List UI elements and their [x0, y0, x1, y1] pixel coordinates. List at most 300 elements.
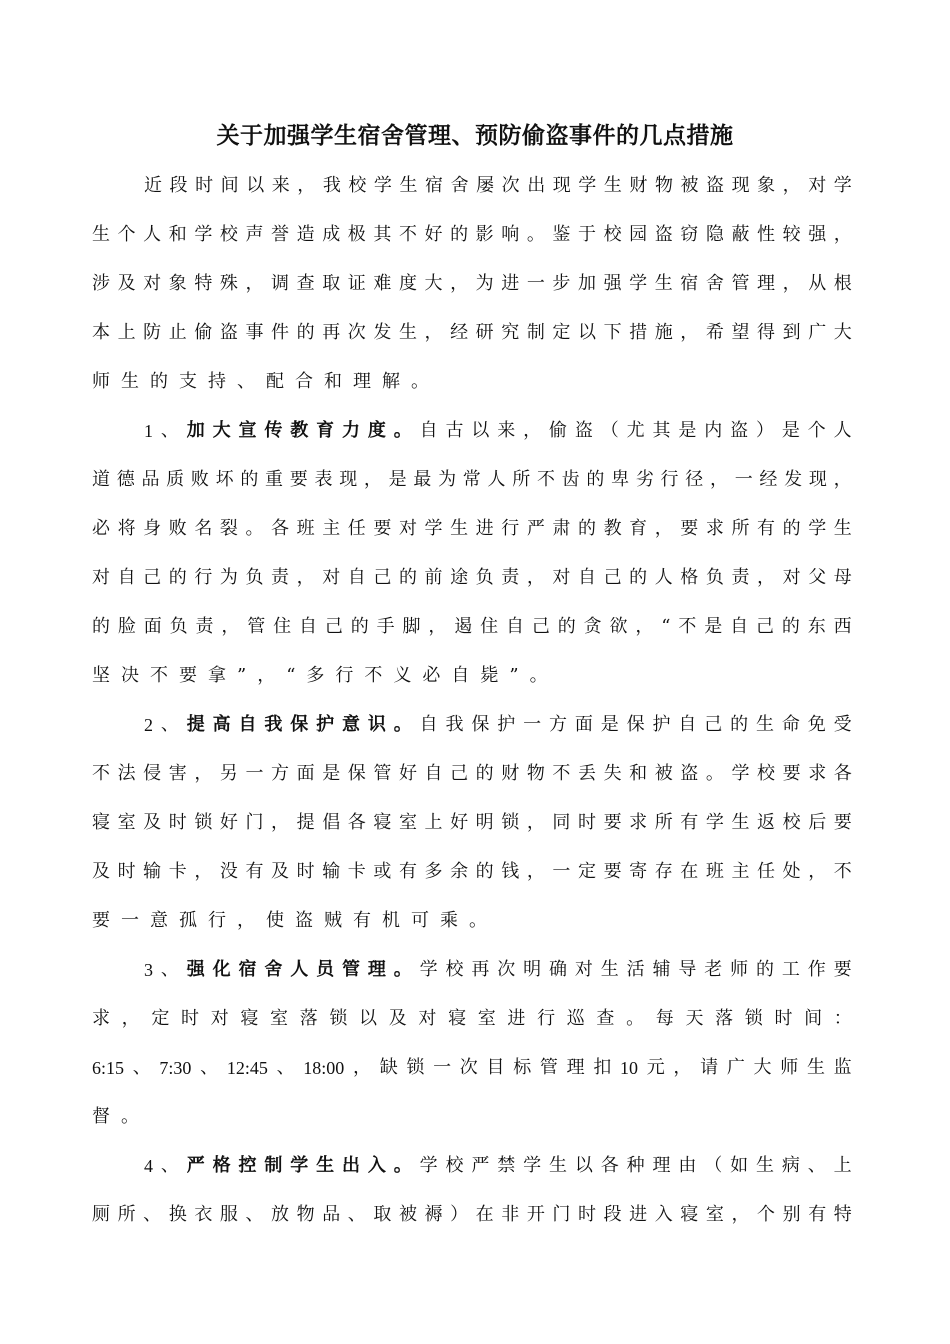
text-glyph: 不	[364, 665, 383, 686]
text-glyph: 父	[808, 567, 827, 588]
text-glyph: 近	[144, 175, 162, 196]
text-glyph: 的	[557, 616, 576, 637]
text-glyph: 己	[373, 567, 392, 588]
text-glyph: ）	[756, 420, 774, 441]
text-glyph: 厕	[92, 1204, 110, 1225]
text-glyph: 门	[552, 1204, 571, 1225]
document-line	[92, 561, 852, 610]
text-glyph: 本	[92, 322, 110, 343]
text-glyph: 表	[314, 469, 333, 490]
text-glyph: 、	[143, 1204, 162, 1225]
text-glyph: 主	[731, 861, 750, 882]
text-glyph: 财	[501, 763, 520, 784]
text-glyph: 是	[600, 714, 619, 735]
text-glyph: 时	[577, 812, 596, 833]
heading-glyph: 护	[316, 714, 335, 735]
text-glyph: 要	[603, 812, 622, 833]
text-glyph: 声	[245, 224, 264, 245]
text-glyph: 2	[144, 715, 153, 735]
text-glyph: 欲	[609, 616, 628, 637]
text-glyph: 物	[296, 1204, 315, 1225]
text-glyph: 管	[373, 763, 392, 784]
text-glyph: 次	[501, 175, 520, 196]
text-glyph: 寝	[92, 812, 110, 833]
text-glyph: 和	[324, 371, 342, 392]
text-glyph: 生	[756, 714, 774, 735]
text-glyph: 发	[784, 469, 803, 490]
text-glyph: 管	[539, 1057, 558, 1078]
text-glyph: 负	[169, 616, 188, 637]
text-glyph: 肃	[552, 518, 571, 539]
text-glyph: 作	[807, 959, 826, 980]
text-glyph: 巡	[566, 1008, 585, 1029]
text-glyph: 寝	[240, 1008, 259, 1029]
text-glyph: 所	[654, 812, 673, 833]
text-glyph: 所	[512, 469, 531, 490]
text-glyph: 自	[678, 714, 697, 735]
text-glyph: 入	[654, 1204, 673, 1225]
text-glyph: 将	[117, 518, 136, 539]
text-glyph: 我	[445, 714, 464, 735]
text-glyph: 校	[603, 224, 622, 245]
text-glyph: 盗	[730, 420, 749, 441]
text-glyph: 求	[705, 518, 724, 539]
text-glyph: 对	[398, 518, 417, 539]
text-glyph: 。	[469, 910, 487, 931]
text-glyph: 督	[92, 1106, 110, 1127]
text-glyph: 时	[168, 812, 187, 833]
text-glyph: ，	[808, 861, 827, 882]
text-glyph: 使	[266, 910, 284, 931]
text-glyph: 校	[219, 224, 238, 245]
text-glyph: 生	[603, 175, 622, 196]
text-glyph: 在	[680, 861, 699, 882]
text-glyph: 非	[501, 1204, 520, 1225]
text-glyph: 品	[322, 1204, 341, 1225]
text-glyph: 个	[757, 1204, 776, 1225]
text-glyph: 严	[471, 1155, 490, 1176]
text-glyph: 老	[704, 959, 723, 980]
text-glyph: 的	[296, 322, 315, 343]
text-glyph: 不	[678, 616, 697, 637]
text-glyph: 室	[398, 812, 417, 833]
text-glyph: 学	[629, 273, 648, 294]
text-glyph: ，	[757, 567, 776, 588]
text-glyph: 住	[480, 616, 499, 637]
text-glyph: 件	[271, 322, 290, 343]
text-glyph: 大	[753, 1057, 772, 1078]
text-glyph: 责	[501, 567, 520, 588]
heading-glyph: 识	[367, 714, 386, 735]
text-glyph: 己	[143, 567, 162, 588]
document-title: 关于加强学生宿舍管理、预防偷盗事件的几点措施	[216, 123, 734, 149]
text-glyph: 换	[168, 1204, 187, 1225]
text-glyph: 其	[373, 224, 392, 245]
text-glyph: 现	[552, 175, 571, 196]
document-line	[92, 1198, 852, 1247]
text-glyph: 自	[117, 567, 136, 588]
text-glyph: 理	[353, 371, 371, 392]
text-glyph: 己	[603, 567, 622, 588]
text-glyph: 加	[577, 273, 596, 294]
heading-glyph: 。	[393, 1155, 412, 1176]
text-glyph: 必	[92, 518, 110, 539]
document-line	[92, 806, 852, 855]
text-glyph: 求	[808, 763, 827, 784]
text-glyph: 室	[117, 812, 136, 833]
text-glyph: 成	[322, 224, 341, 245]
text-glyph: 一	[552, 861, 571, 882]
text-glyph: 元	[646, 1057, 665, 1078]
text-glyph: 的	[475, 763, 494, 784]
text-glyph: 径	[685, 469, 704, 490]
text-glyph: 、	[160, 714, 179, 735]
text-glyph: 倡	[322, 812, 341, 833]
text-glyph: 以	[359, 1008, 378, 1029]
text-glyph: 再	[471, 959, 490, 980]
text-glyph: 一	[121, 910, 139, 931]
heading-glyph: 育	[316, 420, 335, 441]
text-glyph: 物	[654, 175, 673, 196]
text-glyph: 处	[782, 861, 801, 882]
text-glyph: 寝	[448, 1008, 467, 1029]
text-glyph: 机	[382, 910, 400, 931]
text-glyph: 强	[808, 224, 827, 245]
text-glyph: 拿	[208, 665, 226, 686]
text-glyph: 制	[526, 322, 545, 343]
text-glyph: 种	[626, 1155, 645, 1176]
text-glyph: 学	[705, 812, 724, 833]
text-glyph: 必	[422, 665, 441, 686]
text-glyph: 有	[680, 812, 699, 833]
text-glyph: 来	[271, 175, 290, 196]
text-glyph: 求	[92, 1008, 110, 1029]
text-glyph: 度	[398, 273, 417, 294]
text-glyph: 经	[759, 469, 778, 490]
text-glyph: 3	[144, 960, 153, 980]
text-glyph: 蔽	[731, 224, 750, 245]
text-glyph: ，	[654, 518, 673, 539]
text-glyph: 、	[160, 1155, 179, 1176]
text-glyph: 可	[411, 910, 429, 931]
text-glyph: 的	[350, 616, 369, 637]
heading-glyph: 生	[316, 1155, 335, 1176]
text-glyph: 一	[433, 1057, 452, 1078]
text-glyph: 屡	[476, 175, 495, 196]
text-glyph: 任	[757, 861, 776, 882]
text-glyph: 偷	[549, 420, 567, 441]
text-glyph: 的	[450, 224, 469, 245]
text-glyph: 德	[116, 469, 135, 490]
text-glyph: 放	[271, 1204, 290, 1225]
text-glyph: 一	[526, 273, 545, 294]
text-glyph: 扣	[593, 1057, 612, 1078]
text-glyph: 锁	[501, 812, 520, 833]
text-glyph: 支	[179, 371, 197, 392]
document-body	[92, 169, 852, 1247]
text-glyph: 个	[117, 224, 136, 245]
text-glyph: ，	[526, 812, 545, 833]
text-glyph: 坚	[92, 665, 110, 686]
document-line	[92, 610, 852, 659]
text-glyph: 时	[195, 175, 214, 196]
text-glyph: 钱	[501, 861, 520, 882]
text-glyph: 强	[603, 273, 622, 294]
heading-glyph: 人	[290, 959, 309, 980]
text-glyph: （	[704, 1155, 723, 1176]
text-glyph: 特	[194, 273, 213, 294]
text-glyph: 的	[756, 959, 774, 980]
text-glyph: 间	[804, 1008, 823, 1029]
text-glyph: 遏	[454, 616, 473, 637]
text-glyph: 影	[475, 224, 494, 245]
text-glyph: 人	[654, 567, 673, 588]
text-glyph: 常	[462, 469, 481, 490]
text-glyph: 禁	[497, 1155, 516, 1176]
text-glyph: 责	[195, 616, 214, 637]
text-glyph: 校	[348, 175, 367, 196]
text-glyph: 行	[335, 665, 354, 686]
text-glyph: 生	[398, 322, 417, 343]
text-glyph: 为	[438, 469, 457, 490]
text-glyph: 有	[353, 910, 371, 931]
text-glyph: 生	[654, 273, 673, 294]
heading-glyph: 度	[367, 420, 386, 441]
text-glyph: 责	[731, 567, 750, 588]
heading-glyph: 化	[212, 959, 231, 980]
text-glyph: 不	[833, 861, 852, 882]
text-glyph: 输	[322, 861, 341, 882]
text-glyph: 及	[117, 273, 136, 294]
text-glyph: 生	[833, 518, 852, 539]
text-glyph: 室	[477, 1008, 496, 1029]
text-glyph: 盗	[574, 420, 593, 441]
text-glyph: 护	[497, 714, 516, 735]
text-glyph: 自	[451, 665, 470, 686]
text-glyph: 配	[266, 371, 284, 392]
text-glyph: 。	[626, 1008, 645, 1029]
text-glyph: 求	[629, 812, 648, 833]
text-glyph: 名	[194, 518, 213, 539]
text-glyph: 自	[299, 616, 317, 637]
text-glyph: ，	[296, 567, 315, 588]
text-glyph: ，	[635, 616, 654, 637]
text-glyph: 好	[450, 812, 469, 833]
text-glyph: 寄	[629, 861, 648, 882]
text-glyph: 前	[424, 567, 443, 588]
text-glyph: 有	[808, 1204, 827, 1225]
heading-glyph: 传	[264, 420, 283, 441]
text-glyph: 校	[757, 763, 776, 784]
text-glyph: 师	[730, 959, 749, 980]
text-glyph: 严	[526, 518, 545, 539]
text-glyph: 自	[424, 763, 443, 784]
text-glyph: 寝	[680, 1204, 699, 1225]
text-glyph: （	[600, 420, 619, 441]
text-glyph: ，	[363, 469, 382, 490]
text-glyph: 的	[168, 567, 187, 588]
text-glyph: 研	[475, 322, 494, 343]
text-glyph: 个	[807, 420, 826, 441]
text-glyph: 10	[620, 1058, 639, 1078]
text-glyph: 自	[419, 420, 438, 441]
heading-glyph: 高	[212, 714, 231, 735]
text-glyph: “	[286, 665, 296, 686]
text-glyph: 对	[143, 273, 162, 294]
text-glyph: 的	[586, 469, 605, 490]
document-line	[92, 463, 852, 512]
text-glyph: 校	[445, 1155, 464, 1176]
text-glyph: 锁	[329, 1008, 348, 1029]
text-glyph: 西	[833, 616, 852, 637]
text-glyph: 上	[424, 812, 443, 833]
text-glyph: 乘	[440, 910, 458, 931]
text-glyph: 由	[678, 1155, 697, 1176]
text-glyph: 格	[680, 567, 699, 588]
text-glyph: 学	[424, 518, 443, 539]
text-glyph: ，	[257, 665, 276, 686]
text-glyph: 学	[419, 959, 438, 980]
text-glyph: 保	[347, 763, 366, 784]
text-glyph: 母	[833, 567, 852, 588]
text-glyph: ，	[245, 273, 264, 294]
text-glyph: 裂	[219, 518, 238, 539]
text-glyph: 别	[782, 1204, 801, 1225]
text-glyph: 宿	[425, 175, 444, 196]
text-glyph: 毙	[480, 665, 499, 686]
text-glyph: 及	[388, 1008, 407, 1029]
text-glyph: 。	[411, 371, 429, 392]
text-glyph: 的	[730, 714, 749, 735]
document-line	[92, 365, 852, 414]
text-glyph: 生	[600, 959, 619, 980]
heading-glyph: 自	[238, 714, 257, 735]
text-glyph: 。	[526, 224, 545, 245]
text-glyph: 提	[296, 812, 315, 833]
text-glyph: 生	[806, 1057, 825, 1078]
document-line	[92, 904, 852, 953]
text-glyph: ，	[680, 322, 699, 343]
text-glyph: 对	[782, 567, 801, 588]
text-glyph: 。	[705, 763, 724, 784]
text-glyph: 是	[704, 616, 723, 637]
text-glyph: 师	[92, 371, 110, 392]
text-glyph: 盗	[219, 322, 238, 343]
document-line	[92, 1051, 852, 1100]
text-glyph: 主	[322, 518, 341, 539]
text-glyph: 卑	[611, 469, 630, 490]
text-glyph: 好	[219, 812, 238, 833]
text-glyph: 服	[219, 1204, 238, 1225]
text-glyph: 面	[143, 616, 162, 637]
text-glyph: 不	[398, 224, 417, 245]
text-glyph: 贪	[583, 616, 602, 637]
text-glyph: 经	[450, 322, 469, 343]
text-glyph: 舍	[705, 273, 724, 294]
text-glyph: 、	[245, 1204, 264, 1225]
text-glyph: 开	[526, 1204, 545, 1225]
text-glyph: 手	[376, 616, 395, 637]
text-glyph: 12:45	[226, 1058, 268, 1078]
text-glyph: 己	[450, 763, 469, 784]
text-glyph: 7:30	[159, 1058, 192, 1078]
text-glyph: 所	[117, 1204, 136, 1225]
text-glyph: 学	[523, 1155, 542, 1176]
text-glyph: 及	[271, 861, 290, 882]
text-glyph: ）	[450, 1204, 469, 1225]
heading-glyph: 员	[316, 959, 335, 980]
text-glyph: 措	[629, 322, 648, 343]
text-glyph: ，	[352, 1057, 371, 1078]
text-glyph: 品	[141, 469, 160, 490]
text-glyph: 的	[150, 371, 168, 392]
text-glyph: 上	[117, 322, 136, 343]
text-glyph: ，	[121, 1008, 140, 1029]
text-glyph: 褥	[424, 1204, 443, 1225]
text-glyph: 事	[245, 322, 264, 343]
text-glyph: 进	[507, 1008, 526, 1029]
text-glyph: 活	[626, 959, 645, 980]
heading-glyph: 教	[290, 420, 309, 441]
text-glyph: 现	[808, 469, 827, 490]
text-glyph: 定	[577, 861, 596, 882]
heading-glyph: 。	[393, 959, 412, 980]
text-glyph: 不	[150, 665, 168, 686]
text-glyph: 次	[347, 322, 366, 343]
text-glyph: 每	[655, 1008, 674, 1029]
text-glyph: ，	[237, 910, 255, 931]
text-glyph: 查	[296, 273, 315, 294]
text-glyph: 的	[782, 518, 801, 539]
text-glyph: 学	[194, 224, 213, 245]
heading-glyph: 提	[186, 714, 205, 735]
text-glyph: 的	[781, 616, 800, 637]
text-glyph: 的	[577, 518, 596, 539]
text-glyph: 隐	[705, 224, 724, 245]
text-glyph: ，	[194, 763, 213, 784]
text-glyph: 下	[603, 322, 622, 343]
text-glyph: ，	[782, 273, 801, 294]
text-glyph: 生	[121, 371, 139, 392]
text-glyph: 对	[808, 175, 827, 196]
text-glyph: 工	[781, 959, 800, 980]
text-glyph: 人	[143, 224, 162, 245]
text-glyph: ，	[731, 1204, 750, 1225]
heading-glyph: 控	[238, 1155, 257, 1176]
document-line	[92, 708, 852, 757]
text-glyph: ，	[297, 175, 316, 196]
text-glyph: 1	[144, 421, 153, 441]
text-glyph: 自	[347, 567, 366, 588]
text-glyph: 生	[549, 1155, 567, 1176]
text-glyph: 法	[117, 763, 136, 784]
text-glyph: 出	[527, 175, 546, 196]
text-glyph: 贼	[324, 910, 342, 931]
document-line	[92, 953, 852, 1002]
text-glyph: 行	[537, 1008, 556, 1029]
text-glyph: 各	[347, 812, 366, 833]
text-glyph: 学	[808, 518, 827, 539]
heading-glyph: 大	[212, 420, 231, 441]
text-glyph: 责	[271, 567, 290, 588]
text-glyph: 孤	[179, 910, 197, 931]
text-glyph: 的	[398, 567, 417, 588]
text-glyph: 较	[782, 224, 801, 245]
text-glyph: 不	[552, 763, 571, 784]
text-glyph: ：	[833, 1008, 852, 1029]
document-line	[92, 316, 852, 365]
text-glyph: 极	[347, 224, 366, 245]
